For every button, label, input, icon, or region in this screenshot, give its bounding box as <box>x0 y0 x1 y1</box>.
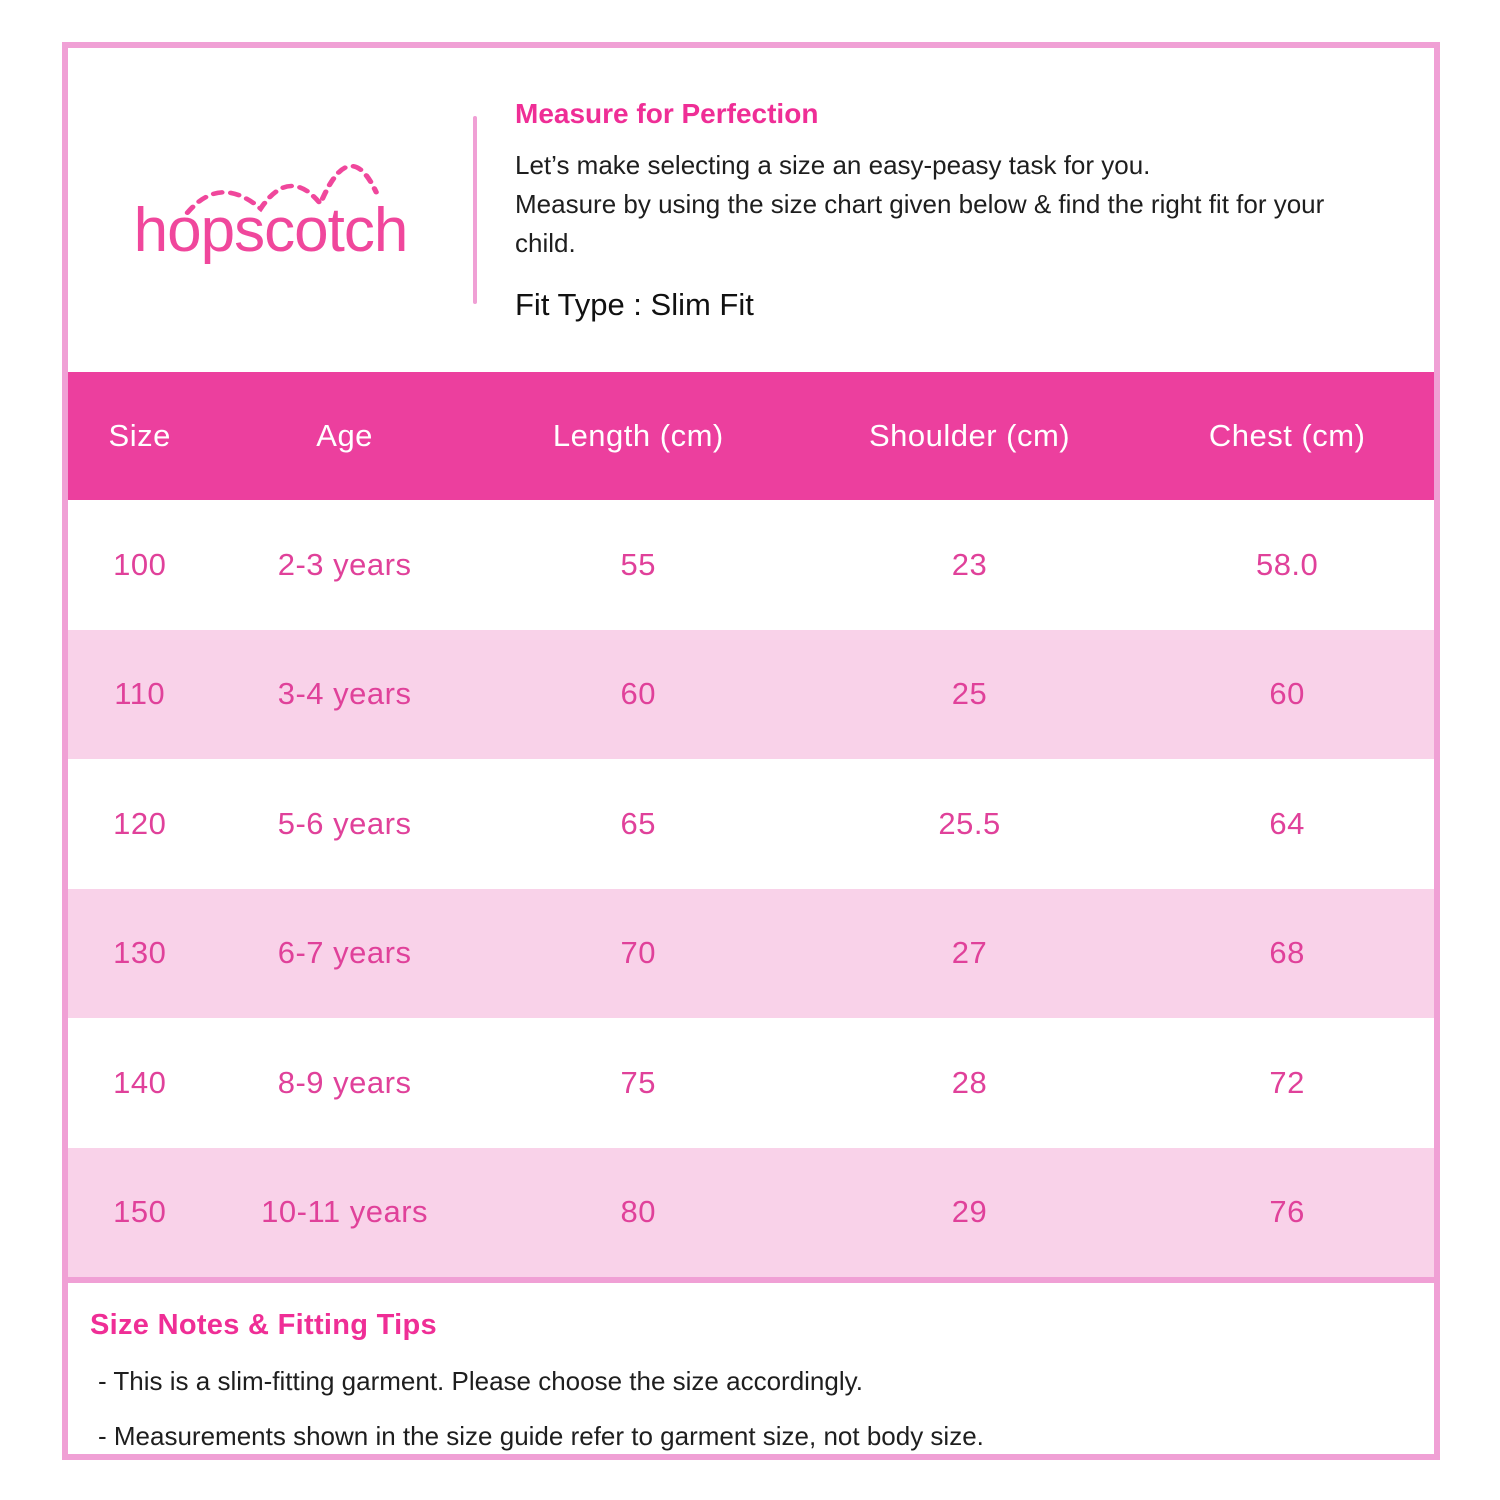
table-cell: 72 <box>1269 1064 1305 1100</box>
intro-section <box>68 48 1434 372</box>
header-cell-age: Age <box>316 418 373 453</box>
notes-heading: Size Notes & Fitting Tips <box>90 1309 437 1341</box>
notes-section <box>68 1283 1434 1454</box>
table-cell: 10-11 years <box>261 1194 429 1230</box>
table-cell: 25.5 <box>938 805 1001 841</box>
table-cell: 68 <box>1269 935 1305 971</box>
note-item-2: - Measurements shown in the size guide refer to garment size, not body size. <box>98 1421 984 1451</box>
table-cell: 3-4 years <box>277 676 412 712</box>
table-cell: 23 <box>951 546 988 582</box>
intro-heading: Measure for Perfection <box>515 97 819 129</box>
size-chart-card <box>62 42 1440 1460</box>
intro-line-2: Measure by using the size chart given below & find the right fit for your child. <box>515 188 1325 258</box>
table-cell: 55 <box>620 546 657 582</box>
header-cell-size: Size <box>108 418 171 453</box>
hopscotch-logo-text: hopscotch <box>133 196 408 265</box>
table-cell: 58.0 <box>1255 546 1319 582</box>
table-cell: 130 <box>113 935 167 971</box>
table-cell: 2-3 years <box>277 546 412 582</box>
hopscotch-logo <box>133 196 408 265</box>
table-cell: 76 <box>1269 1194 1305 1230</box>
intro-text-block <box>477 98 1434 323</box>
intro-line-1: Let’s make selecting a size an easy-peasy task for you. <box>515 149 1151 180</box>
table-cell: 140 <box>113 1064 167 1100</box>
table-cell: 6-7 years <box>277 935 412 971</box>
table-cell: 80 <box>620 1194 657 1230</box>
table-cell: 150 <box>113 1194 167 1230</box>
table-cell: 100 <box>113 546 167 582</box>
fit-type-label: Fit Type : Slim Fit <box>515 286 754 322</box>
table-cell: 64 <box>1269 805 1305 841</box>
table-cell: 65 <box>620 805 657 841</box>
table-cell: 29 <box>951 1194 988 1230</box>
header-cell-length: Length (cm) <box>552 418 724 453</box>
table-row <box>68 1018 1434 1148</box>
table-cell: 75 <box>620 1064 657 1100</box>
table-row <box>68 500 1434 630</box>
logo-column <box>68 158 473 265</box>
size-table <box>68 372 1434 1277</box>
table-header-row <box>68 372 1434 500</box>
table-row <box>68 630 1434 760</box>
table-cell: 120 <box>113 805 167 841</box>
header-cell-shoulder: Shoulder (cm) <box>868 418 1071 453</box>
note-item-1: - This is a slim-fitting garment. Please choose the size accordingly. <box>98 1366 863 1396</box>
table-row <box>68 889 1434 1019</box>
table-cell: 5-6 years <box>277 805 412 841</box>
table-cell: 110 <box>114 676 166 712</box>
table-row <box>68 759 1434 889</box>
hopscotch-arcs-icon <box>172 138 413 216</box>
table-cell: 28 <box>951 1064 988 1100</box>
size-table-body <box>68 500 1434 1277</box>
table-cell: 8-9 years <box>277 1064 412 1100</box>
table-cell: 27 <box>951 935 988 971</box>
table-cell: 60 <box>620 676 657 712</box>
table-cell: 25 <box>951 676 988 712</box>
header-cell-chest: Chest (cm) <box>1208 418 1366 453</box>
table-row <box>68 1148 1434 1278</box>
table-cell: 60 <box>1269 676 1305 712</box>
table-cell: 70 <box>620 935 657 971</box>
